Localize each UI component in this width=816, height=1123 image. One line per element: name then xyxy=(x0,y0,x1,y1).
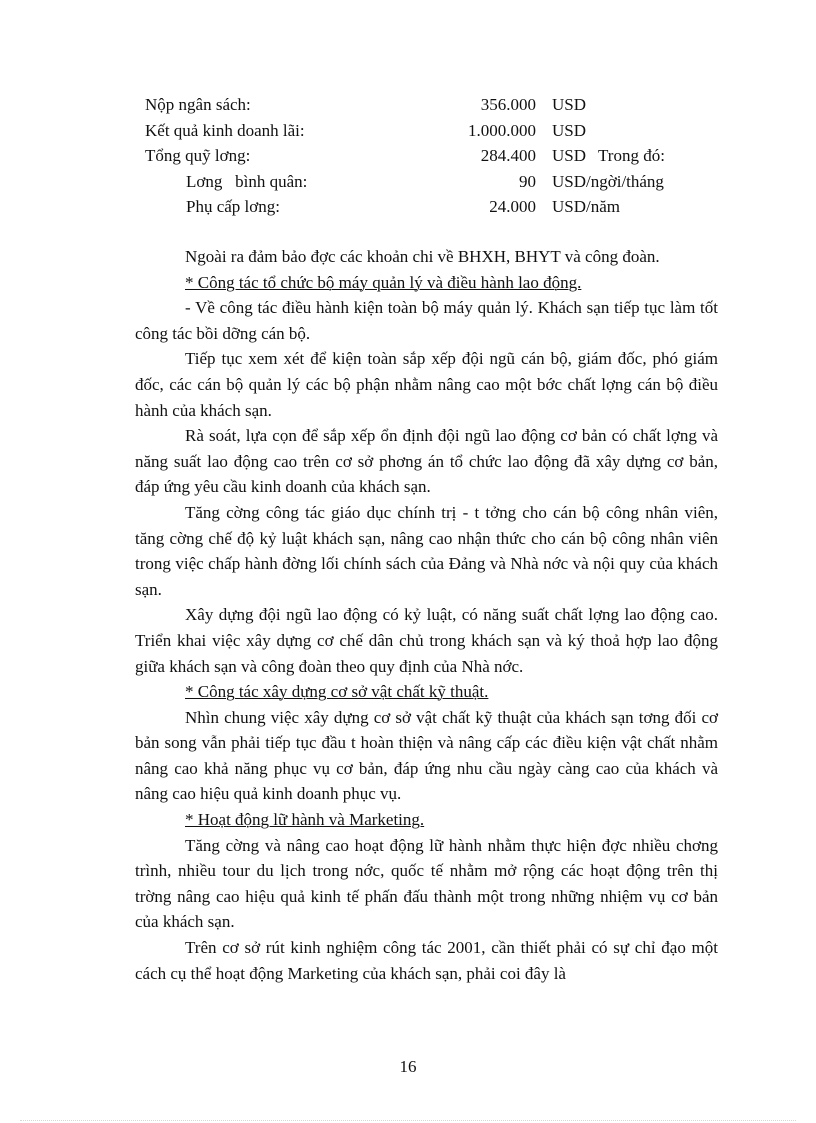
section-heading: * Công tác xây dựng cơ sở vật chất kỹ thuật. xyxy=(185,682,489,702)
footer-divider xyxy=(20,1120,796,1121)
financial-label: Phụ cấp lơng: xyxy=(186,197,280,216)
financial-label: Nộp ngân sách: xyxy=(145,95,251,114)
paragraph: Xây dựng đội ngũ lao động có kỷ luật, có năng suất chất lợng lao động cao. Triển khai việc xây dựng cơ chế dân chủ trong khách sạn và ký thoả hợp lao động giữa khách sạn và công đoàn theo quy định của Nhà nớc. xyxy=(135,605,718,676)
financial-unit: USD xyxy=(552,120,587,140)
financial-summary xyxy=(0,92,816,220)
paragraph: Nhìn chung việc xây dựng cơ sở vật chất kỹ thuật của khách sạn tơng đối cơ bản song vẫn phải tiếp tục đầu t hoàn thiện và nâng cấp các điều kiện vật chất nhằm nâng cao khả năng phục vụ cơ bản, đáp ứng nhu cầu ngày càng cao của khách và nâng cao hiệu quả kinh doanh phục vụ. xyxy=(135,707,718,804)
paragraph: Tiếp tục xem xét để kiện toàn sắp xếp đội ngũ cán bộ, giám đốc, phó giám đốc, các cán bộ quản lý các bộ phận nhằm nâng cao một bớc chất lợng cán bộ điều hành của khách sạn. xyxy=(135,349,718,420)
paragraph: Rà soát, lựa cọn để sắp xếp ổn định đội ngũ lao động cơ bản có chất lợng và năng suất lao động cao trên cơ sở phơng án tổ chức lao động đã xây dựng cơ bản, đáp ứng yêu cầu kinh doanh của khách sạn. xyxy=(135,426,718,497)
financial-unit: USD/ngời/tháng xyxy=(552,171,664,191)
financial-row-profit xyxy=(0,118,816,144)
paragraph: Trên cơ sở rút kinh nghiệm công tác 2001, cần thiết phải có sự chỉ đạo một cách cụ thể hoạt động Marketing của khách sạn, phải coi đây là xyxy=(135,938,718,983)
section-heading: * Hoạt động lữ hành và Marketing. xyxy=(185,810,425,830)
paragraph: Tăng cờng và nâng cao hoạt động lữ hành nhằm thực hiện đợc nhiều chơng trình, nhiều tour du lịch trong nớc, quốc tế nhằm mở rộng các hoạt động trên thị trờng nâng cao hiệu quả kinh tế phấn đấu thành một trong những nhiệm vụ cơ bản của khách sạn. xyxy=(135,835,718,932)
financial-label: Kết quả kinh doanh lãi: xyxy=(145,120,305,140)
financial-unit: USD Trong đó: xyxy=(552,146,665,165)
financial-unit: USD/năm xyxy=(552,197,620,216)
section-heading: * Công tác tổ chức bộ máy quản lý và điều hành lao động. xyxy=(185,272,582,292)
financial-value: 284.400 xyxy=(480,146,536,165)
financial-value: 90 xyxy=(519,171,536,191)
financial-row-average-salary xyxy=(0,169,816,195)
financial-value: 24.000 xyxy=(489,197,536,216)
financial-row-allowance xyxy=(0,194,816,220)
financial-label: Tổng quỹ lơng: xyxy=(145,146,251,165)
financial-row-salary-fund xyxy=(0,143,816,169)
body-text xyxy=(135,244,718,986)
financial-row-budget xyxy=(0,92,816,118)
financial-label: Lơng bình quân: xyxy=(186,171,308,191)
financial-value: 356.000 xyxy=(480,95,536,114)
financial-value: 1.000.000 xyxy=(468,120,536,140)
page-number: 16 xyxy=(399,1057,417,1076)
financial-unit: USD xyxy=(552,95,587,114)
paragraph: - Về công tác điều hành kiện toàn bộ máy quản lý. Khách sạn tiếp tục làm tốt công tác bồi dỡng cán bộ. xyxy=(135,298,718,343)
financial-note: Trong đó: xyxy=(598,146,665,165)
paragraph: Tăng cờng công tác giáo dục chính trị - t tởng cho cán bộ công nhân viên, tăng cờng chế độ kỷ luật khách sạn, nâng cao nhận thức cho cán bộ công nhân viên trong việc chấp hành đờng lối chính sách của Đảng và Nhà nớc và nội quy của khách sạn. xyxy=(135,502,718,599)
paragraph: Ngoài ra đảm bảo đợc các khoản chi về BHXH, BHYT và công đoàn. xyxy=(185,247,660,266)
